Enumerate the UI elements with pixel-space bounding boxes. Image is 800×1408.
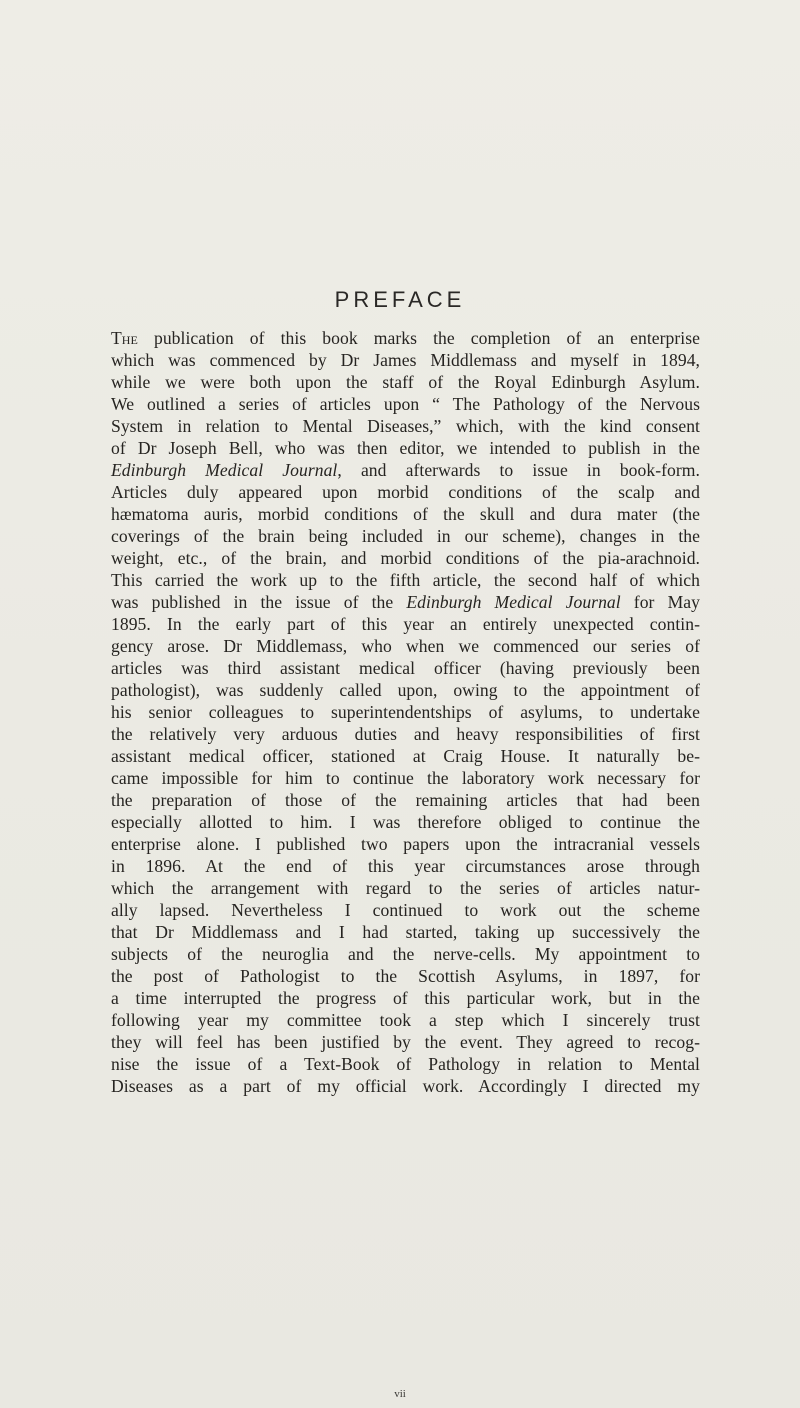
text-line: The publication of this book marks the completion of an enterprise — [111, 328, 700, 348]
text-line: System in relation to Mental Diseases,” which, with the kind consent — [111, 416, 700, 436]
text-line: following year my committee took a step which I sincerely trust — [111, 1010, 700, 1030]
text-line: the post of Pathologist to the Scottish Asylums, in 1897, for — [111, 966, 700, 986]
text-line: of Dr Joseph Bell, who was then editor, we intended to publish in the — [111, 438, 700, 458]
text-line: they will feel has been justified by the event. They agreed to recog- — [111, 1032, 700, 1052]
text-line: the preparation of those of the remaining articles that had been — [111, 790, 700, 810]
text-line: Edinburgh Medical Journal, and afterwards to issue in book-form. — [111, 460, 700, 480]
text-line: which the arrangement with regard to the series of articles natur- — [111, 878, 700, 898]
text-line: was published in the issue of the Edinburgh Medical Journal for May — [111, 592, 700, 612]
text-line: Diseases as a part of my official work. Accordingly I directed my — [111, 1076, 700, 1096]
text-line: subjects of the neuroglia and the nerve-cells. My appointment to — [111, 944, 700, 964]
text-line: hæmatoma auris, morbid conditions of the skull and dura mater (the — [111, 504, 700, 524]
text-line: enterprise alone. I published two papers upon the intracranial vessels — [111, 834, 700, 854]
text-line: 1895. In the early part of this year an entirely unexpected contin- — [111, 614, 700, 634]
text-line: his senior colleagues to superintendentships of asylums, to undertake — [111, 702, 700, 722]
text-line: coverings of the brain being included in our scheme), changes in the — [111, 526, 700, 546]
text-line: which was commenced by Dr James Middlemass and myself in 1894, — [111, 350, 700, 370]
text-line: came impossible for him to continue the laboratory work necessary for — [111, 768, 700, 788]
text-line: Articles duly appeared upon morbid conditions of the scalp and — [111, 482, 700, 502]
text-line: assistant medical officer, stationed at Craig House. It naturally be- — [111, 746, 700, 766]
page-number: vii — [394, 1388, 406, 1400]
text-line: pathologist), was suddenly called upon, owing to the appointment of — [111, 680, 700, 700]
text-line: the relatively very arduous duties and heavy responsibilities of first — [111, 724, 700, 744]
text-line: We outlined a series of articles upon “ The Pathology of the Nervous — [111, 394, 700, 414]
text-line: gency arose. Dr Middlemass, who when we commenced our series of — [111, 636, 700, 656]
preface-body — [111, 327, 700, 1097]
text-line: ally lapsed. Nevertheless I continued to work out the scheme — [111, 900, 700, 920]
text-line: articles was third assistant medical officer (having previously been — [111, 658, 700, 678]
text-line: nise the issue of a Text-Book of Pathology in relation to Mental — [111, 1054, 700, 1074]
text-line: weight, etc., of the brain, and morbid conditions of the pia-arachnoid. — [111, 548, 700, 568]
page-title: PREFACE — [334, 287, 466, 312]
text-line: that Dr Middlemass and I had started, taking up successively the — [111, 922, 700, 942]
text-line: while we were both upon the staff of the Royal Edinburgh Asylum. — [111, 372, 700, 392]
text-line: in 1896. At the end of this year circumstances arose through — [111, 856, 700, 876]
text-line: a time interrupted the progress of this particular work, but in the — [111, 988, 700, 1008]
text-line: especially allotted to him. I was therefore obliged to continue the — [111, 812, 700, 832]
text-line: This carried the work up to the fifth article, the second half of which — [111, 570, 700, 590]
